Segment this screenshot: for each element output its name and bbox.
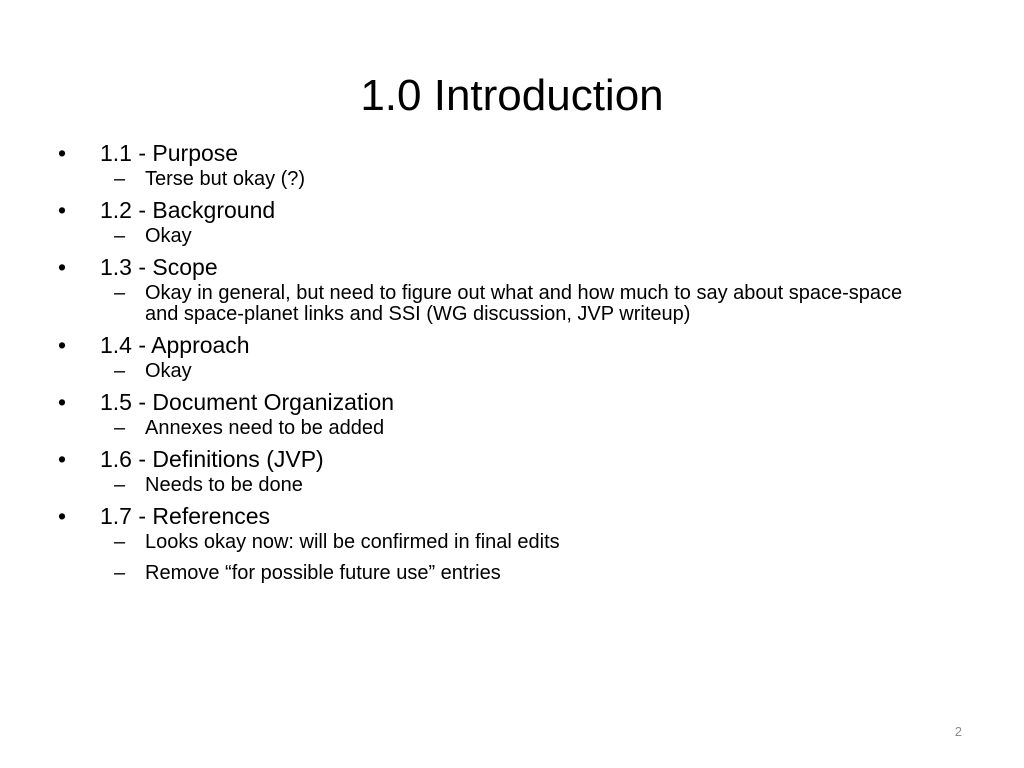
sub-item bbox=[100, 169, 983, 190]
item-label: 1.5 - Document Organization bbox=[100, 389, 395, 415]
bullet-icon: • bbox=[58, 503, 67, 529]
item-label: 1.1 - Purpose bbox=[100, 140, 239, 166]
sub-list bbox=[100, 169, 938, 190]
list-item bbox=[58, 253, 938, 325]
item-label: 1.3 - Scope bbox=[100, 254, 218, 280]
list-item bbox=[58, 388, 938, 439]
sub-list bbox=[100, 361, 938, 382]
dash-icon: – bbox=[114, 417, 126, 439]
sub-item-text: Terse but okay (?) bbox=[145, 168, 306, 190]
item-label: 1.7 - References bbox=[100, 503, 271, 529]
sub-item-text: Needs to be done bbox=[145, 474, 303, 496]
sub-item bbox=[100, 226, 983, 247]
dash-icon: – bbox=[114, 474, 126, 496]
list-item bbox=[58, 331, 938, 382]
dash-icon: – bbox=[114, 168, 126, 190]
sub-list bbox=[100, 226, 938, 247]
item-label: 1.4 - Approach bbox=[100, 332, 250, 358]
list-item bbox=[58, 502, 938, 584]
sub-item-text: Annexes need to be added bbox=[145, 417, 385, 439]
item-label: 1.2 - Background bbox=[100, 197, 276, 223]
list-item bbox=[58, 196, 938, 247]
sub-item bbox=[100, 283, 983, 325]
sub-list bbox=[100, 532, 938, 584]
bullet-icon: • bbox=[58, 446, 67, 472]
bullet-list bbox=[58, 139, 938, 587]
dash-icon: – bbox=[114, 531, 126, 553]
sub-item bbox=[100, 361, 983, 382]
sub-item bbox=[100, 475, 983, 496]
sub-item-text: Okay in general, but need to figure out what and how much to say about space-space and space-planet links and SSI (WG discussion, JVP writeup) bbox=[145, 282, 903, 325]
bullet-icon: • bbox=[58, 140, 67, 166]
sub-item bbox=[100, 532, 983, 553]
list-item bbox=[58, 445, 938, 496]
sub-list bbox=[100, 475, 938, 496]
item-label: 1.6 - Definitions (JVP) bbox=[100, 446, 324, 472]
sub-item-text: Okay bbox=[145, 360, 192, 382]
dash-icon: – bbox=[114, 282, 126, 304]
sub-list bbox=[100, 283, 938, 325]
list-item bbox=[58, 139, 938, 190]
bullet-icon: • bbox=[58, 254, 67, 280]
sub-list bbox=[100, 418, 938, 439]
slide-title: 1.0 Introduction bbox=[360, 71, 664, 120]
dash-icon: – bbox=[114, 225, 126, 247]
dash-icon: – bbox=[114, 360, 126, 382]
bullet-icon: • bbox=[58, 332, 67, 358]
dash-icon: – bbox=[114, 562, 126, 584]
sub-item-text: Looks okay now: will be confirmed in final edits bbox=[145, 531, 560, 553]
sub-item bbox=[100, 563, 983, 584]
slide-number: 2 bbox=[954, 724, 962, 739]
bullet-icon: • bbox=[58, 197, 67, 223]
bullet-icon: • bbox=[58, 389, 67, 415]
sub-item-text: Okay bbox=[145, 225, 192, 247]
sub-item-text: Remove “for possible future use” entries bbox=[145, 562, 501, 584]
sub-item bbox=[100, 418, 983, 439]
